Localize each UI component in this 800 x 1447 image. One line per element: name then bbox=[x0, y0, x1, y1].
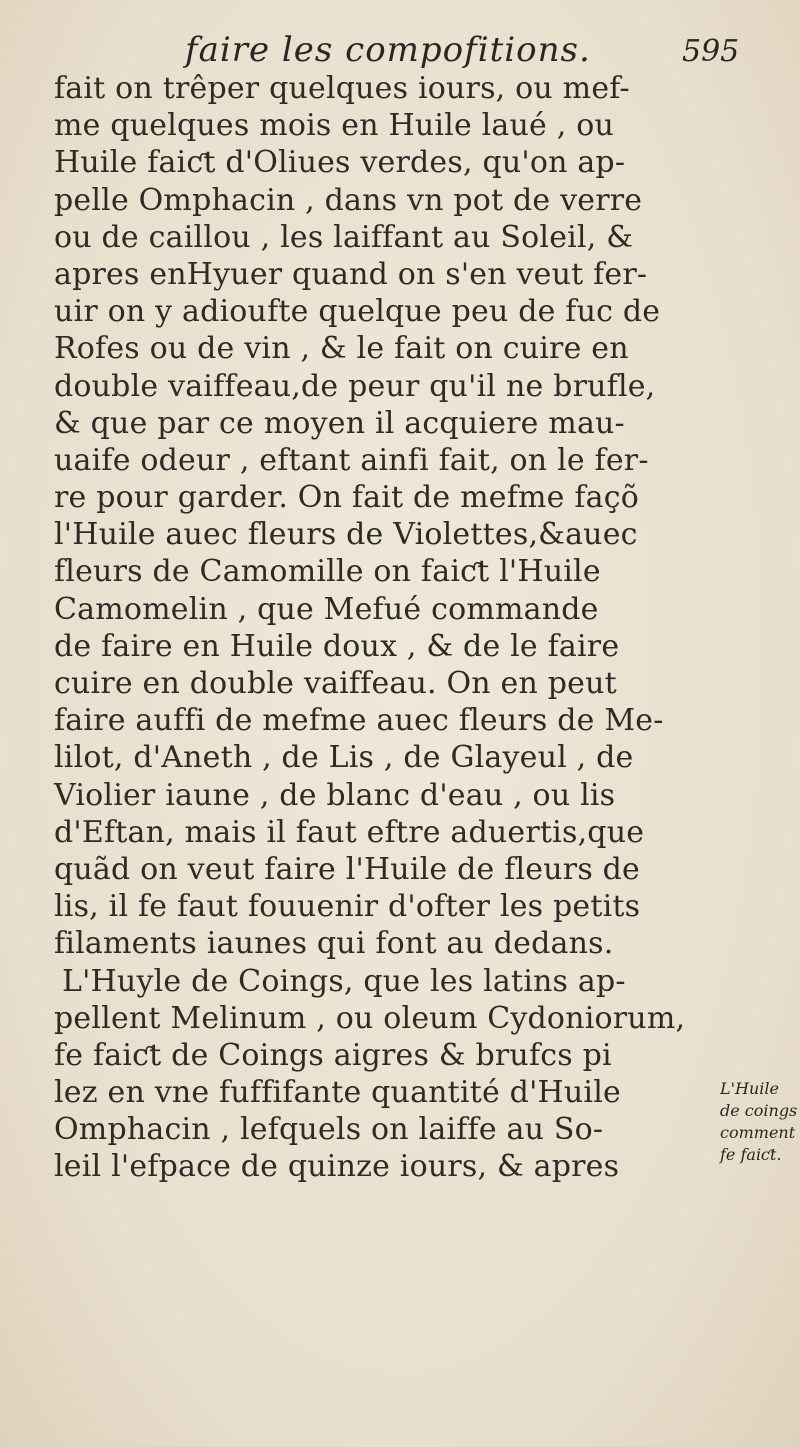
text-line: Rofes ou de vin , & le fait on cuire en bbox=[54, 331, 629, 367]
text-line: Omphacin , lefquels on laiffe au So- bbox=[54, 1112, 604, 1148]
text-line: faire auffi de mefme auec fleurs de Me- bbox=[54, 703, 664, 739]
text-line: apres enHyuer quand on s'en veut fer- bbox=[54, 256, 648, 292]
running-head: faire les compofitions. bbox=[185, 30, 591, 70]
margin-note bbox=[720, 1078, 800, 1166]
text-line: & que par ce moyen il acquiere mau- bbox=[54, 405, 625, 441]
text-line: lilot, d'Aneth , de Lis , de Glayeul , de bbox=[54, 740, 634, 776]
text-line: leil l'efpace de quinze iours, & apres bbox=[54, 1149, 620, 1185]
text-line: quãd on veut faire l'Huile de fleurs de bbox=[54, 851, 641, 887]
page-number: 595 bbox=[682, 34, 740, 69]
margin-note-line: comment bbox=[720, 1123, 796, 1142]
text-line: l'Huile auec fleurs de Violettes,&auec bbox=[54, 517, 638, 553]
text-line: Violier iaune , de blanc d'eau , ou lis bbox=[54, 777, 616, 813]
text-line: uaife odeur , eftant ainfi fait, on le fer- bbox=[54, 442, 649, 478]
text-line: pellent Melinum , ou oleum Cydoniorum, bbox=[54, 1000, 686, 1036]
body-text bbox=[54, 70, 694, 1186]
text-line: lis, il fe faut fouuenir d'ofter les petits bbox=[54, 889, 641, 925]
text-line: Camomelin , que Mefué commande bbox=[54, 591, 599, 627]
text-line: me quelques mois en Huile laué , ou bbox=[54, 108, 614, 144]
text-line: lez en vne fuffifante quantité d'Huile bbox=[54, 1075, 621, 1111]
text-line: filaments iaunes qui font au dedans. bbox=[54, 926, 614, 962]
text-line: cuire en double vaiffeau. On en peut bbox=[54, 666, 617, 701]
margin-note-line: de coings bbox=[720, 1101, 798, 1120]
text-line: uir on y adioufte quelque peu de fuc de bbox=[54, 294, 661, 330]
text-line: d'Eftan, mais il faut eftre aduertis,que bbox=[54, 814, 645, 850]
text-line: de faire en Huile doux , & de le faire bbox=[54, 628, 620, 664]
text-line: fleurs de Camomille on faiƈt l'Huile bbox=[54, 554, 601, 590]
text-line: pelle Omphacin , dans vn pot de verre bbox=[54, 182, 643, 218]
text-line: Huile faiƈt d'Oliues verdes, qu'on ap- bbox=[54, 145, 626, 181]
text-line: ou de caillou , les laiffant au Soleil, & bbox=[54, 219, 634, 255]
margin-note-line: fe faiƈt. bbox=[720, 1145, 782, 1164]
text-line: double vaiffeau,de peur qu'il ne brufle, bbox=[54, 368, 656, 404]
text-line: L'Huyle de Coings, que les latins ap- bbox=[62, 963, 626, 999]
text-line: re pour garder. On fait de mefme façõ bbox=[54, 480, 640, 516]
margin-note-line: L'Huile bbox=[720, 1079, 779, 1098]
text-line: fait on trêper quelques iours, ou mef- bbox=[54, 71, 630, 106]
text-line: fe faiƈt de Coings aigres & brufcs pi bbox=[54, 1037, 612, 1073]
